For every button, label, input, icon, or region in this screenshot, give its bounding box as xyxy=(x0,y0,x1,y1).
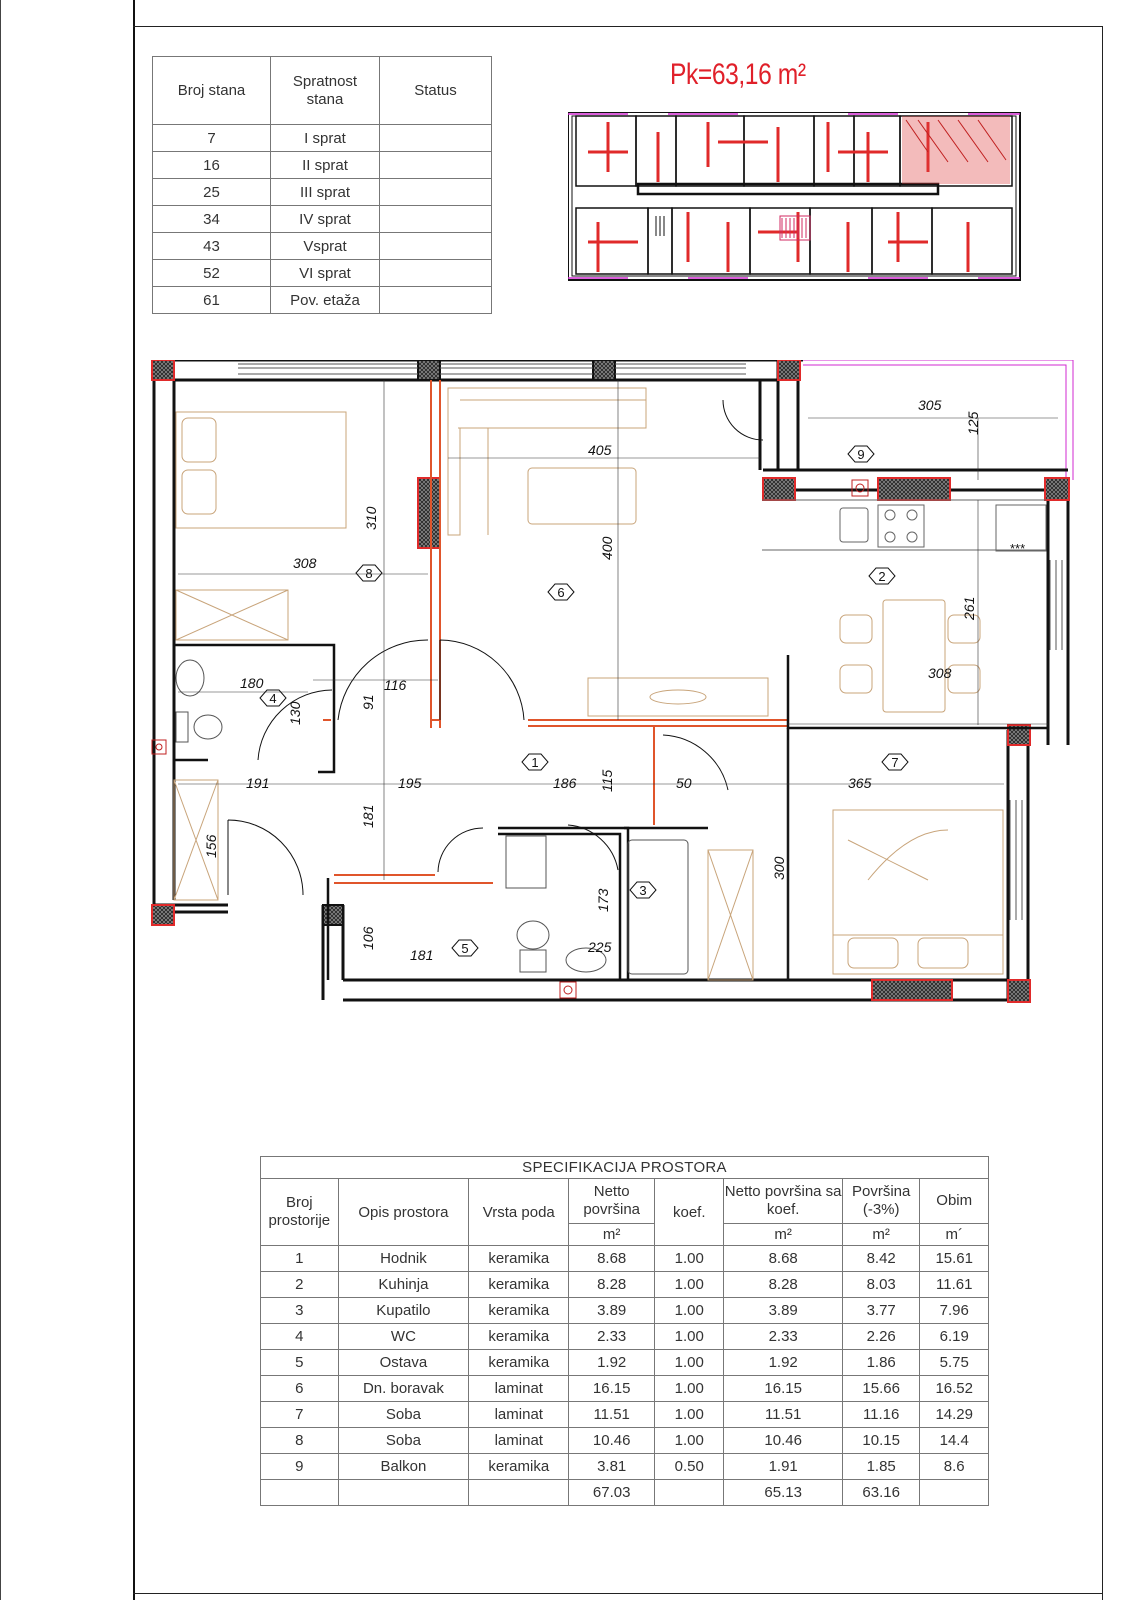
spec-cell-broj: 3 xyxy=(261,1298,339,1324)
spec-cell-obim: 16.52 xyxy=(920,1376,989,1402)
keyplan-highlighted-unit xyxy=(902,116,1010,184)
spec-cell-pod: keramika xyxy=(469,1324,569,1350)
bed-room-7 xyxy=(708,810,1003,980)
units-header-spratnost: Spratnost stana xyxy=(271,57,380,125)
units-row xyxy=(153,125,492,152)
appliance-marks: *** xyxy=(1010,541,1026,556)
room-marker-1 xyxy=(522,754,548,770)
svg-text:8: 8 xyxy=(365,566,373,581)
dim-106: 106 xyxy=(360,926,376,950)
units-cell-sprat: Vsprat xyxy=(271,233,380,260)
spec-cell-opis: Hodnik xyxy=(338,1246,469,1272)
keyplan-stairs xyxy=(656,216,810,240)
dim-181-ostava: 181 xyxy=(410,947,434,963)
svg-text:4: 4 xyxy=(269,691,277,706)
spec-header-obim: Obim xyxy=(920,1179,989,1224)
units-cell-status xyxy=(380,179,492,206)
spec-cell-broj: 2 xyxy=(261,1272,339,1298)
spec-cell-povrsina: 1.86 xyxy=(842,1350,920,1376)
spec-cell-pod: keramika xyxy=(469,1246,569,1272)
dim-261: 261 xyxy=(961,596,977,620)
units-cell-broj: 43 xyxy=(153,233,271,260)
spec-header-row xyxy=(261,1179,989,1224)
spec-cell-netto: 2.33 xyxy=(569,1324,655,1350)
spec-row xyxy=(261,1246,989,1272)
units-header-status: Status xyxy=(380,57,492,125)
units-cell-sprat: Pov. etaža xyxy=(271,287,380,314)
svg-text:3: 3 xyxy=(639,883,647,898)
spec-cell-pod: laminat xyxy=(469,1376,569,1402)
spec-header-netto: Netto površina xyxy=(569,1179,655,1224)
spec-cell-koef: 1.00 xyxy=(655,1246,724,1272)
spec-cell-netto-koef: 1.92 xyxy=(724,1350,842,1376)
units-cell-sprat: II sprat xyxy=(271,152,380,179)
svg-text:9: 9 xyxy=(857,447,865,462)
spec-unit-netto-koef: m² xyxy=(724,1224,842,1246)
spec-cell-koef: 1.00 xyxy=(655,1376,724,1402)
door-swings xyxy=(228,400,763,895)
gross-area-label: Pk=63,16 m² xyxy=(670,58,806,91)
spec-cell-netto-koef: 16.15 xyxy=(724,1376,842,1402)
dim-156: 156 xyxy=(203,834,219,858)
spec-cell-pod: keramika xyxy=(469,1272,569,1298)
units-header-broj: Broj stana xyxy=(153,57,271,125)
dim-186: 186 xyxy=(553,775,577,791)
dim-405: 405 xyxy=(588,442,612,458)
room-number-markers xyxy=(260,446,908,956)
spec-total-netto: 67.03 xyxy=(569,1480,655,1506)
dim-125: 125 xyxy=(965,411,981,435)
units-cell-status xyxy=(380,125,492,152)
room-marker-4 xyxy=(260,690,286,706)
spec-cell-koef: 1.00 xyxy=(655,1324,724,1350)
room-marker-3 xyxy=(630,882,656,898)
dim-195: 195 xyxy=(398,775,422,791)
spec-cell-netto: 11.51 xyxy=(569,1402,655,1428)
spec-cell-netto-koef: 8.28 xyxy=(724,1272,842,1298)
spec-cell-netto: 10.46 xyxy=(569,1428,655,1454)
dim-225: 225 xyxy=(588,939,612,955)
spec-cell-broj: 7 xyxy=(261,1402,339,1428)
units-row xyxy=(153,206,492,233)
frame-line-left xyxy=(133,0,135,1600)
spec-cell-opis: Balkon xyxy=(338,1454,469,1480)
spec-cell-povrsina: 15.66 xyxy=(842,1376,920,1402)
spec-cell-obim: 11.61 xyxy=(920,1272,989,1298)
spec-cell-pod: keramika xyxy=(469,1454,569,1480)
spec-cell-opis: Kuhinja xyxy=(338,1272,469,1298)
spec-cell-broj: 4 xyxy=(261,1324,339,1350)
floor-key-plan xyxy=(568,112,1028,282)
spec-cell-netto: 3.89 xyxy=(569,1298,655,1324)
spec-cell-povrsina: 8.03 xyxy=(842,1272,920,1298)
spec-header-broj: Broj prostorije xyxy=(261,1179,339,1246)
spec-cell-opis: Dn. boravak xyxy=(338,1376,469,1402)
spec-cell-pod: keramika xyxy=(469,1298,569,1324)
spec-cell-netto-koef: 3.89 xyxy=(724,1298,842,1324)
spec-cell-povrsina: 11.16 xyxy=(842,1402,920,1428)
spec-row xyxy=(261,1298,989,1324)
wc-fixtures xyxy=(174,660,222,900)
units-cell-broj: 25 xyxy=(153,179,271,206)
units-cell-sprat: III sprat xyxy=(271,179,380,206)
spec-cell-koef: 1.00 xyxy=(655,1298,724,1324)
balcony-outline xyxy=(803,360,1073,480)
dim-173: 173 xyxy=(595,888,611,912)
spec-cell-broj: 6 xyxy=(261,1376,339,1402)
spec-header-pod: Vrsta poda xyxy=(469,1179,569,1246)
spec-header-koef: koef. xyxy=(655,1179,724,1246)
room-marker-8 xyxy=(356,565,382,581)
room-marker-2 xyxy=(869,568,895,584)
dim-180: 180 xyxy=(240,675,264,691)
spec-cell-obim: 5.75 xyxy=(920,1350,989,1376)
spec-cell-opis: Ostava xyxy=(338,1350,469,1376)
spec-cell-netto: 8.68 xyxy=(569,1246,655,1272)
interior-walls-orange xyxy=(323,380,788,883)
spec-title: SPECIFIKACIJA PROSTORA xyxy=(261,1157,989,1179)
units-cell-status xyxy=(380,152,492,179)
units-row xyxy=(153,287,492,314)
units-row xyxy=(153,152,492,179)
svg-text:7: 7 xyxy=(891,755,899,770)
page-edge xyxy=(0,0,1,1600)
spec-row xyxy=(261,1272,989,1298)
units-cell-broj: 52 xyxy=(153,260,271,287)
spec-unit-povrsina: m² xyxy=(842,1224,920,1246)
apartment-floor-plan xyxy=(148,360,1098,1030)
dim-50: 50 xyxy=(676,775,692,791)
wall-sockets xyxy=(152,480,868,998)
spec-cell-netto-koef: 10.46 xyxy=(724,1428,842,1454)
dim-400: 400 xyxy=(599,536,615,560)
spec-cell-obim: 14.4 xyxy=(920,1428,989,1454)
dim-191: 191 xyxy=(246,775,270,791)
spec-cell-koef: 0.50 xyxy=(655,1454,724,1480)
spec-cell-pod: keramika xyxy=(469,1350,569,1376)
spec-cell-obim: 14.29 xyxy=(920,1402,989,1428)
frame-line-top xyxy=(133,26,1103,27)
spec-cell-povrsina: 10.15 xyxy=(842,1428,920,1454)
units-row xyxy=(153,233,492,260)
dim-130: 130 xyxy=(287,701,303,725)
frame-line-right xyxy=(1102,26,1103,1600)
dim-116: 116 xyxy=(384,677,407,693)
spec-row xyxy=(261,1324,989,1350)
dim-308-room8: 308 xyxy=(293,555,317,571)
spec-cell-netto: 3.81 xyxy=(569,1454,655,1480)
spec-cell-povrsina: 2.26 xyxy=(842,1324,920,1350)
spec-cell-broj: 1 xyxy=(261,1246,339,1272)
dim-365: 365 xyxy=(848,775,872,791)
dim-308-kitchen: 308 xyxy=(928,665,952,681)
dim-300: 300 xyxy=(771,856,787,880)
units-cell-status xyxy=(380,206,492,233)
units-cell-broj: 34 xyxy=(153,206,271,233)
dining-table xyxy=(840,600,980,712)
frame-line-bottom xyxy=(133,1593,1103,1594)
spec-cell-netto: 16.15 xyxy=(569,1376,655,1402)
spec-cell-pod: laminat xyxy=(469,1428,569,1454)
spec-cell-povrsina: 1.85 xyxy=(842,1454,920,1480)
windows xyxy=(238,364,1062,920)
room-marker-6 xyxy=(548,584,574,600)
spec-cell-koef: 1.00 xyxy=(655,1272,724,1298)
spec-cell-broj: 5 xyxy=(261,1350,339,1376)
svg-text:2: 2 xyxy=(878,569,886,584)
units-header-row xyxy=(153,57,492,125)
units-cell-sprat: VI sprat xyxy=(271,260,380,287)
spec-row xyxy=(261,1402,989,1428)
dim-305: 305 xyxy=(918,397,942,413)
spec-header-netto-koef: Netto površina sa koef. xyxy=(724,1179,842,1224)
spec-cell-obim: 7.96 xyxy=(920,1298,989,1324)
spec-row xyxy=(261,1376,989,1402)
dim-181-vertical: 181 xyxy=(360,804,376,828)
room-marker-7 xyxy=(882,754,908,770)
spec-cell-povrsina: 3.77 xyxy=(842,1298,920,1324)
room-specification-table xyxy=(260,1156,989,1506)
bed-room-8 xyxy=(176,412,346,640)
spec-header-opis: Opis prostora xyxy=(338,1179,469,1246)
spec-cell-koef: 1.00 xyxy=(655,1428,724,1454)
spec-total-netto-koef: 65.13 xyxy=(724,1480,842,1506)
room-marker-9 xyxy=(848,446,874,462)
spec-cell-netto-koef: 11.51 xyxy=(724,1402,842,1428)
spec-total-povrsina: 63.16 xyxy=(842,1480,920,1506)
spec-cell-netto: 8.28 xyxy=(569,1272,655,1298)
spec-cell-broj: 8 xyxy=(261,1428,339,1454)
room-marker-5 xyxy=(452,940,478,956)
kitchen-counter xyxy=(762,500,1046,551)
units-row xyxy=(153,260,492,287)
spec-cell-obim: 15.61 xyxy=(920,1246,989,1272)
spec-unit-obim: m´ xyxy=(920,1224,989,1246)
units-cell-sprat: IV sprat xyxy=(271,206,380,233)
dim-115: 115 xyxy=(599,769,615,792)
spec-row xyxy=(261,1454,989,1480)
units-cell-broj: 61 xyxy=(153,287,271,314)
spec-cell-obim: 6.19 xyxy=(920,1324,989,1350)
spec-row xyxy=(261,1428,989,1454)
apartment-floor-table xyxy=(152,56,492,314)
dim-91: 91 xyxy=(360,694,376,710)
spec-cell-netto-koef: 8.68 xyxy=(724,1246,842,1272)
units-cell-sprat: I sprat xyxy=(271,125,380,152)
spec-unit-netto: m² xyxy=(569,1224,655,1246)
spec-cell-pod: laminat xyxy=(469,1402,569,1428)
spec-cell-netto: 1.92 xyxy=(569,1350,655,1376)
spec-cell-povrsina: 8.42 xyxy=(842,1246,920,1272)
spec-cell-opis: Soba xyxy=(338,1428,469,1454)
svg-text:5: 5 xyxy=(461,941,469,956)
spec-header-povrsina: Površina (-3%) xyxy=(842,1179,920,1224)
spec-cell-koef: 1.00 xyxy=(655,1350,724,1376)
dim-310: 310 xyxy=(363,506,379,530)
units-cell-status xyxy=(380,287,492,314)
spec-cell-opis: Soba xyxy=(338,1402,469,1428)
spec-cell-koef: 1.00 xyxy=(655,1402,724,1428)
spec-cell-netto-koef: 1.91 xyxy=(724,1454,842,1480)
spec-totals-row xyxy=(261,1480,989,1506)
svg-text:6: 6 xyxy=(557,585,565,600)
svg-text:1: 1 xyxy=(531,755,539,770)
units-cell-status xyxy=(380,233,492,260)
units-cell-broj: 16 xyxy=(153,152,271,179)
spec-cell-broj: 9 xyxy=(261,1454,339,1480)
units-cell-status xyxy=(380,260,492,287)
units-row xyxy=(153,179,492,206)
spec-cell-obim: 8.6 xyxy=(920,1454,989,1480)
spec-cell-opis: WC xyxy=(338,1324,469,1350)
spec-cell-netto-koef: 2.33 xyxy=(724,1324,842,1350)
spec-row xyxy=(261,1350,989,1376)
units-cell-broj: 7 xyxy=(153,125,271,152)
spec-cell-opis: Kupatilo xyxy=(338,1298,469,1324)
